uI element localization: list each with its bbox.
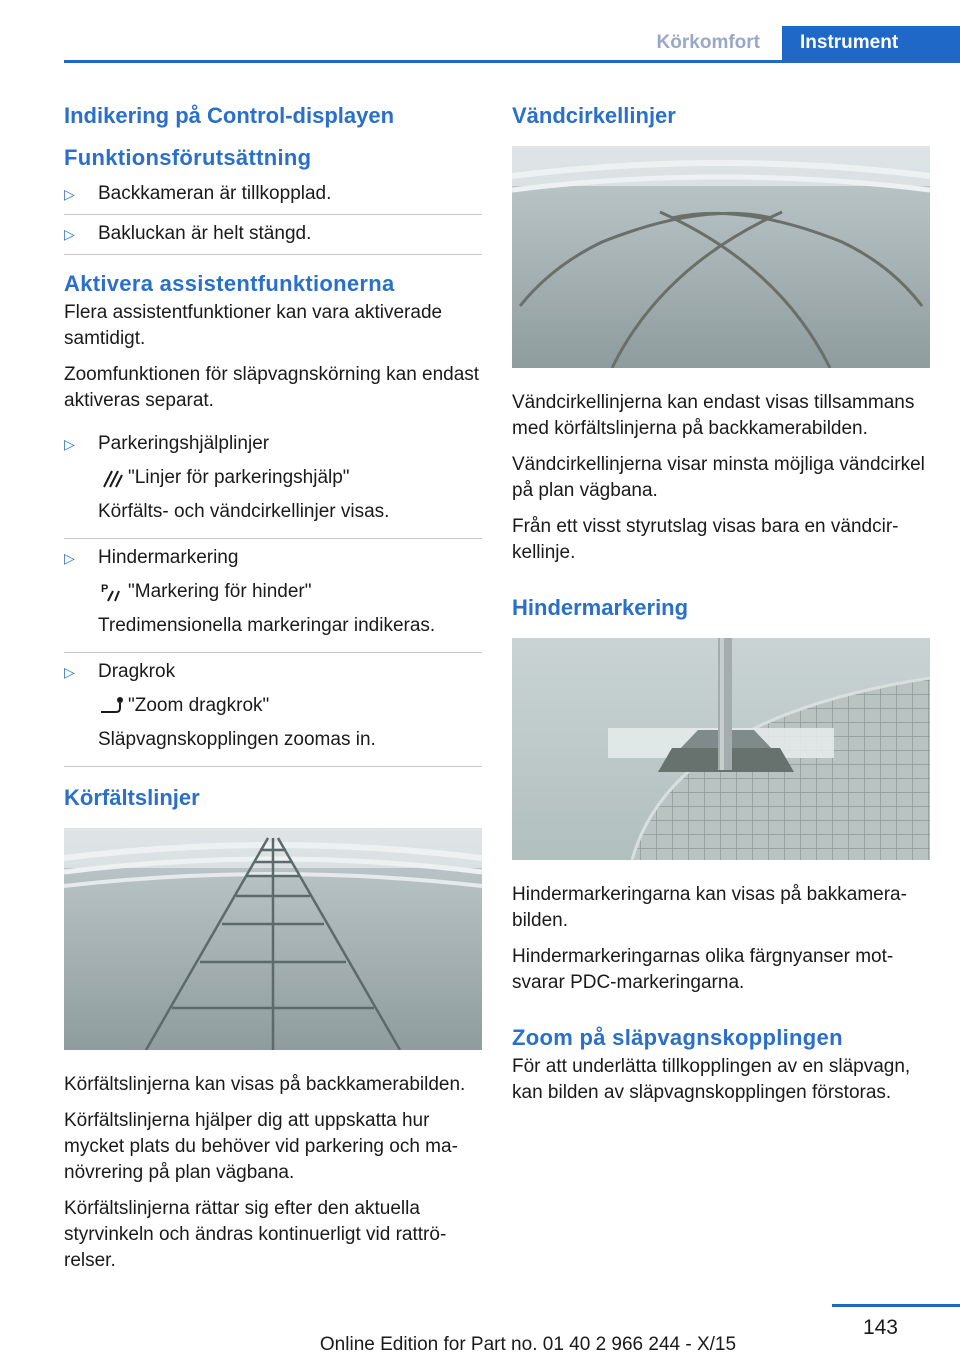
description-line: Körfälts- och vändcirkellinjer visas. — [98, 501, 390, 522]
paragraph: Vändcirkellinjerna kan endast visas tillsammans med körfältslinjerna på backkamerabilden. — [512, 392, 915, 439]
turning-circle-figure — [512, 146, 930, 368]
paragraph: Flera assistentfunktioner kan vara aktiverade samtidigt. — [64, 302, 443, 349]
obstacle-heading: Hindermarkering — [512, 595, 689, 620]
page-number: 143 — [862, 1316, 898, 1339]
paragraph: Zoomfunktionen för släpvagnskörning kan endast aktiveras separat. — [64, 364, 480, 411]
description-line: Tredimensionella markeringar indikeras. — [98, 615, 436, 636]
menu-line — [64, 465, 350, 491]
lanes-heading: Körfältslinjer — [64, 785, 200, 810]
triangle-right-icon: ▷ — [64, 550, 75, 566]
header-rule — [64, 60, 960, 63]
menu-label: "Linjer för parkeringshjälp" — [128, 467, 350, 488]
triangle-right-icon: ▷ — [64, 436, 75, 452]
list-item-text: Parkeringshjälplinjer — [98, 433, 270, 454]
footer-edition-text: Online Edition for Part no. 01 40 2 966 244 - X/15 — [319, 1334, 737, 1355]
page-number-rule — [832, 1304, 960, 1307]
paragraph: För att underlätta tillkopplingen av en släpvagn, kan bilden av släpvagnskopplingen förstoras. — [512, 1056, 911, 1103]
activate-heading: Aktivera assistentfunktionerna — [64, 271, 395, 296]
paragraph: Körfältslinjerna hjälper dig att uppskatta hur mycket plats du behöver vid parkering och manövrering på plan vägbana. — [64, 1110, 458, 1183]
paragraph: Hindermarkeringarna kan visas på bakkamerabilden. — [512, 884, 907, 931]
turning-heading: Vändcirkellinjer — [512, 103, 676, 128]
obstacle-marking-icon — [98, 581, 124, 603]
list-item — [64, 424, 482, 538]
obstacle-marking-figure — [512, 638, 930, 860]
trailer-hitch-icon — [98, 695, 124, 717]
page-title: Indikering på Control-displayen — [64, 103, 395, 128]
paragraph: Från ett visst styrutslag visas bara en vändcirkellinje. — [512, 516, 899, 563]
paragraph: Körfältslinjerna kan visas på backkamerabilden. — [64, 1074, 466, 1095]
menu-label: "Markering för hinder" — [128, 581, 312, 602]
left-column — [64, 100, 482, 1284]
list-item-text: Bakluckan är helt stängd. — [98, 223, 312, 244]
description-line: Släpvagnskopplingen zoomas in. — [98, 729, 376, 750]
list-item — [64, 652, 482, 766]
svg-text:P: P — [101, 583, 109, 595]
triangle-right-icon: ▷ — [64, 664, 75, 680]
menu-label: "Zoom dragkrok" — [128, 695, 270, 716]
menu-line — [64, 579, 312, 605]
triangle-right-icon: ▷ — [64, 226, 75, 242]
tab-instrument[interactable]: Instrument — [782, 26, 960, 60]
list-item — [64, 538, 482, 652]
paragraph: Vändcirkellinjerna visar minsta möjliga vändcirkel på plan vägbana. — [512, 454, 925, 501]
header-tabs — [635, 26, 960, 60]
menu-line — [64, 693, 269, 719]
activate-list — [64, 424, 482, 766]
prereq-heading: Funktionsförutsättning — [64, 145, 312, 170]
lane-lines-figure — [64, 828, 482, 1050]
paragraph: Körfältslinjerna rättar sig efter den aktuella styrvinkeln och ändras kontinuerligt vid rattrörelser. — [64, 1198, 447, 1271]
triangle-right-icon: ▷ — [64, 186, 75, 202]
list-item-text: Backkameran är tillkopplad. — [98, 183, 332, 204]
list-item-text: Hindermarkering — [98, 547, 239, 568]
list-item — [64, 174, 482, 214]
prereq-list — [64, 174, 482, 254]
paragraph: Hindermarkeringarnas olika färgnyanser motsvarar PDC-markeringarna. — [512, 946, 894, 993]
list-item — [64, 214, 482, 254]
right-column — [512, 100, 930, 1116]
zoom-heading: Zoom på släpvagnskopplingen — [512, 1025, 843, 1050]
list-item-text: Dragkrok — [98, 661, 176, 682]
parking-lines-icon — [98, 467, 124, 489]
footer-edition — [0, 1334, 960, 1356]
tab-korkomfort[interactable]: Körkomfort — [635, 26, 782, 60]
